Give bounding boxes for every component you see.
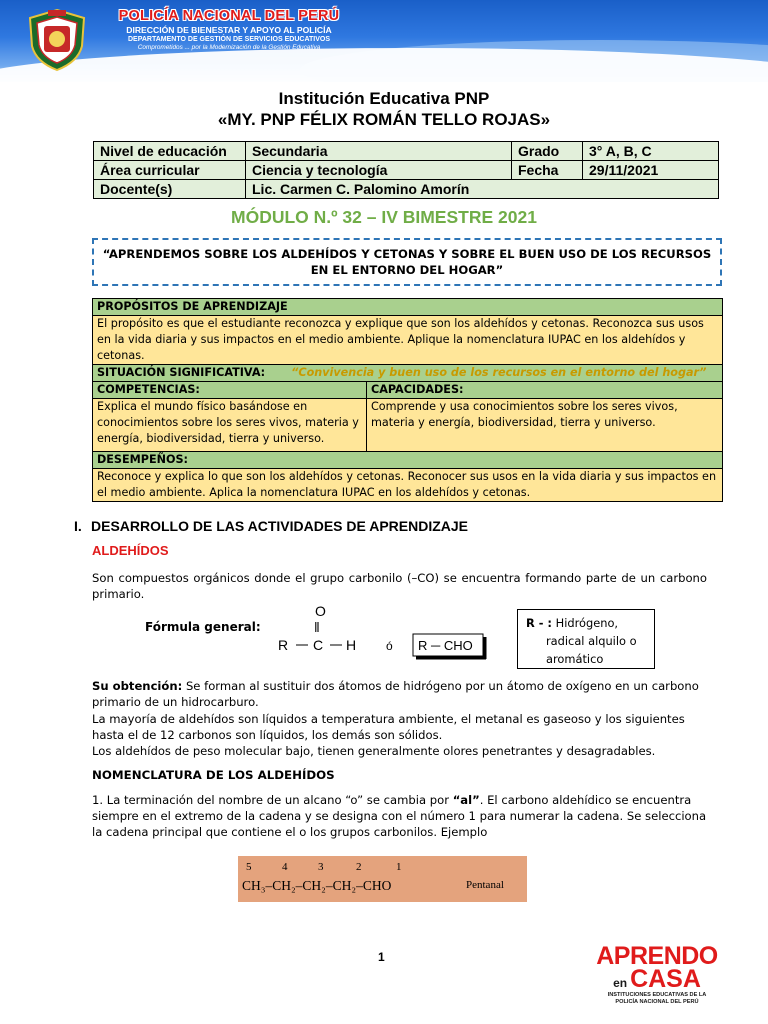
grado-label: Grado [512,142,583,161]
r-line3: aromático [546,652,604,666]
rule1-text-a: 1. La terminación del nombre de un alcano “o” se cambia por [92,793,453,807]
banner-slogan: Comprometidos ... por la Modernización de la Gestión Educativa [137,44,321,51]
desempenos-label: DESEMPEÑOS: [93,452,723,469]
pentanal-name: Pentanal [466,879,504,891]
pentanal-example [238,856,527,902]
situation-value: “Convivencia y buen uso de los recursos en el entorno del hogar” [291,366,707,379]
page-number: 1 [378,950,385,964]
aldehidos-heading: ALDEHÍDOS [92,543,169,558]
rule1-text-b: . El carbono aldehídico se encuentra siempre en el extremo de la cadena y se designa con el número 1 para numerar la cadena. Se selecciona la cadena principal que contiene el o los grupos carbonilos. Ejemplo [92,793,707,839]
general-formula [270,600,500,660]
info-row [94,161,719,180]
intro-paragraph: Son compuestos orgánicos donde el grupo carbonilo (–CO) se encuentra formando parte de un carbono primario. [92,571,707,601]
situation-row [93,365,723,382]
obtention-text: Se forman al sustituir dos átomos de hidrógeno por un átomo de oxígeno en un carbono primario de un hidrocarburo. [92,679,699,709]
docente-value: Lic. Carmen C. Palomino Amorín [246,180,719,199]
formula-c: C [313,637,324,653]
section-title [74,518,468,534]
formula-or: ó [386,639,393,653]
purposes-table [92,298,723,502]
capacidades-text: Comprende y usa conocimientos sobre los seres vivos, materia y energía, biodiversidad, tierra y universo. [367,399,723,452]
logo-aprendo: APRENDO [596,942,718,970]
banner-text [94,8,364,51]
competencias-label: COMPETENCIAS: [93,382,367,399]
info-row [94,180,719,199]
carbon-number: 2 [356,861,362,873]
logo-en: en [613,976,628,990]
formula-short: R ─ CHO [418,638,473,653]
pentanal-chain: CH₃–CH₂–CH₂–CH₂–CHO [242,878,392,893]
nivel-label: Nivel de educación [94,142,246,161]
fecha-value: 29/11/2021 [583,161,719,180]
formula-r: R [278,637,289,653]
logo-casa: CASA [630,965,701,993]
docente-label: Docente(s) [94,180,246,199]
nomenclature-title: NOMENCLATURA DE LOS ALDEHÍDOS [92,768,335,782]
r-line1: Hidrógeno, [555,616,619,630]
carbon-number: 4 [282,861,288,873]
obtention-paragraph [92,678,707,710]
banner-title: POLICÍA NACIONAL DEL PERÚ [118,8,340,24]
formula-label: Fórmula general: [145,620,261,634]
formula-h: H [346,637,357,653]
desempenos-text: Reconoce y explica lo que son los aldehídos y cetonas. Reconocer sus usos en la vida diaria y sus impactos en el medio ambiente. Aplica la nomenclatura IUPAC en los aldehídos y cetonas. [93,469,723,502]
police-crest-icon [26,8,88,72]
carbon-number: 3 [318,861,324,873]
area-label: Área curricular [94,161,246,180]
banner-wave [0,48,768,82]
purposes-text: El propósito es que el estudiante reconozca y explique que son los aldehídos y cetonas. Reconozca sus usos en la vida diaria y sus impactos en el medio ambiente. Aplique la nomenclatura IUPAC en los aldehídos y cetonas. [93,316,723,365]
obtention-label: Su obtención: [92,679,183,693]
institution-line1: Institución Educativa PNP [278,89,490,108]
capacidades-label: CAPACIDADES: [367,382,723,399]
header-banner [0,0,768,82]
r-line2: radical alquilo o [546,634,637,648]
fecha-label: Fecha [512,161,583,180]
carbon-number: 1 [396,861,402,873]
aprendo-en-casa-logo [592,944,722,1006]
section-number: I. [74,518,82,534]
area-value: Ciencia y tecnología [246,161,512,180]
r-label: R - : [526,616,552,630]
rule1-al: “al” [452,793,480,807]
competencias-text: Explica el mundo físico basándose en conocimientos sobre los seres vivos, materia y energía, biodiversidad, tierra y universo. [93,399,367,452]
banner-subtitle: DIRECCIÓN DE BIENESTAR Y APOYO AL POLICÍA [126,25,332,35]
info-row [94,142,719,161]
grado-value: 3° A, B, C [583,142,719,161]
lesson-title: “APRENDEMOS SOBRE LOS ALDEHÍDOS Y CETONAS Y SOBRE EL BUEN USO DE LOS RECURSOS EN EL ENTORNO DEL HOGAR” [92,238,722,286]
logo-sub2: POLICÍA NACIONAL DEL PERÚ [615,999,699,1005]
nivel-value: Secundaria [246,142,512,161]
properties-paragraph: La mayoría de aldehídos son líquidos a temperatura ambiente, el metanal es gaseoso y los siguientes hasta el de 12 carbonos son líquidos, los demás son sólidos. [92,712,685,742]
purposes-header: PROPÓSITOS DE APRENDIZAJE [93,299,723,316]
institution-line2: «MY. PNP FÉLIX ROMÁN TELLO ROJAS» [217,110,551,129]
section-title-text: DESARROLLO DE LAS ACTIVIDADES DE APRENDIZAJE [91,518,468,534]
carbon-number: 5 [246,861,252,873]
formula-oxygen: O [315,603,326,619]
r-definition-box [517,609,655,669]
logo-sub1: INSTITUCIONES EDUCATIVAS DE LA [607,992,707,998]
module-title: MÓDULO N.º 32 – IV BIMESTRE 2021 [231,207,537,227]
pentanal-diagram [238,856,527,902]
odor-paragraph: Los aldehídos de peso molecular bajo, tienen generalmente olores penetrantes y desagradables. [92,744,656,758]
formula-double-bond: ‖ [314,619,320,635]
nomenclature-rule1 [92,792,707,840]
banner-department: DEPARTAMENTO DE GESTIÓN DE SERVICIOS EDUCATIVOS [128,36,330,43]
info-table [93,141,719,199]
situation-label: SITUACIÓN SIGNIFICATIVA: [97,366,266,379]
